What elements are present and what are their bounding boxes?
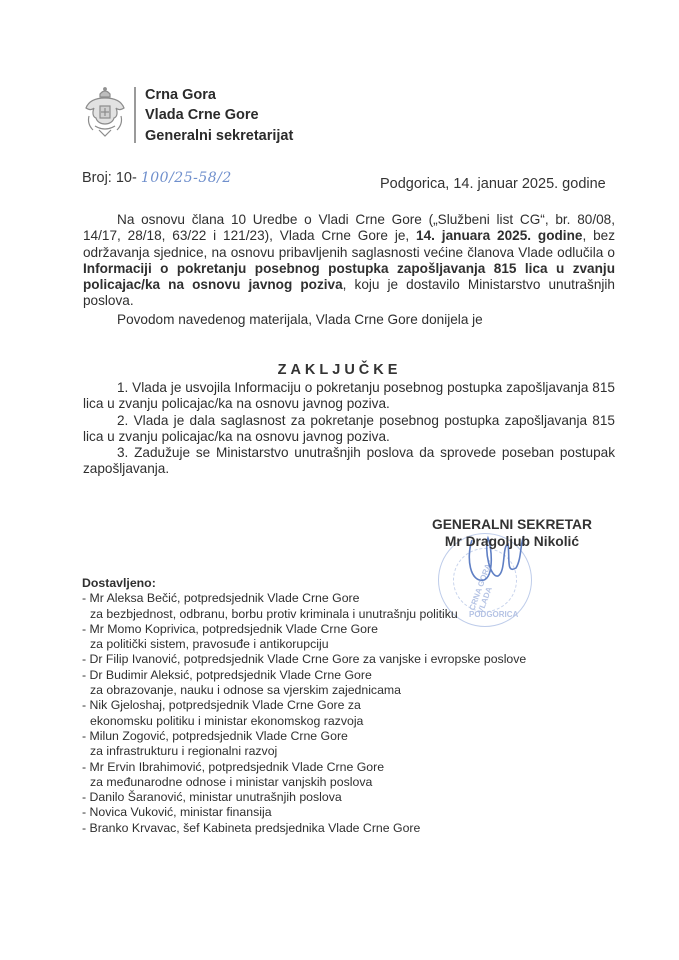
distribution-line: - Nik Gjeloshaj, potpredsjednik Vlade Crne Gore za [82, 698, 361, 713]
distribution-line: - Mr Aleksa Bečić, potpredsjednik Vlade Crne Gore [82, 591, 360, 606]
distribution-line: - Dr Budimir Aleksić, potpredsjednik Vlade Crne Gore [82, 667, 372, 682]
document-number-label: Broj: 10- [82, 170, 137, 186]
adoption-text: Povodom navedenog materijala, Vlada Crne Gore donijela je [117, 312, 483, 327]
intro-paragraph [83, 212, 615, 310]
distribution-line: - Branko Krvavac, šef Kabineta predsjednika Vlade Crne Gore [82, 820, 421, 835]
distribution-line: za međunarodne odnose i ministar vanjskih poslova [90, 774, 373, 789]
distribution-line: za infrastrukturu i regionalni razvoj [90, 744, 278, 759]
distribution-line: ekonomsku politiku i ministar ekonomskog razvoja [90, 713, 364, 728]
distribution-list [82, 576, 526, 836]
distribution-line: - Danilo Šaranović, ministar unutrašnjih poslova [82, 790, 342, 805]
adoption-paragraph [83, 312, 615, 328]
conclusion-text: 3. Zadužuje se Ministarstvo unutrašnjih poslova da sprovede poseban postupak zapošljavanja. [83, 445, 615, 477]
document-number-handwritten: 100/25-58/2 [140, 170, 232, 186]
signatory-name: Mr Dragoljub Nikolić [444, 534, 580, 549]
org-country: Crna Gora [145, 87, 216, 103]
intro-text-c: , koju je dostavilo Ministarstvo unutrašnjih poslova. [83, 277, 615, 309]
conclusion-text: 1. Vlada je usvojila Informaciju o pokretanju posebnog postupka zapošljavanja 815 lica u zvanju policajac/ka na osnovu javnog poziva. [83, 380, 615, 412]
document-number [82, 170, 232, 186]
conclusion-item [83, 380, 615, 413]
conclusions-list [83, 380, 615, 478]
distribution-line: - Mr Ervin Ibrahimović, potpredsjednik Vlade Crne Gore [82, 759, 385, 774]
conclusion-text: 2. Vlada je dala saglasnost za pokretanje posebnog postupka zapošljavanja 815 lica u zvanju policajac/ka na osnovu javnog poziva. [83, 412, 615, 444]
conclusions-heading: ZAKLJUČKE [277, 362, 402, 378]
signatory-title: GENERALNI SEKRETAR [432, 517, 592, 532]
distribution-line: - Dr Filip Ivanović, potpredsjednik Vlade Crne Gore za vanjske i evropske poslove [82, 652, 527, 667]
conclusion-item [83, 413, 615, 446]
distribution-title: Dostavljeno: [82, 576, 156, 590]
montenegro-coat-of-arms-icon [83, 86, 127, 138]
distribution-line: za politički sistem, pravosuđe i antikorupciju [90, 637, 329, 652]
signatory-block [432, 516, 592, 550]
distribution-line: - Novica Vuković, ministar finansija [82, 805, 272, 820]
intro-text-a: Na osnovu člana 10 Uredbe o Vladi Crne Gore („Službeni list CG“, br. 80/08, 14/17, 28/18, 63/22 i 121/23), Vlada Crne Gore je, [83, 212, 615, 244]
header-divider [134, 87, 136, 143]
distribution-line: - Milun Zogović, potpredsjednik Vlade Crne Gore [82, 728, 348, 743]
place-date: Podgorica, 14. januar 2025. godine [380, 176, 606, 192]
intro-subject-bold: Informaciji o pokretanju posebnog postupka zapošljavanja 815 lica u zvanju policajac/ka na osnovu javnog poziva [83, 260, 615, 293]
stamp-bottom-text: PODGORICA [469, 610, 519, 619]
conclusion-item [83, 445, 615, 478]
org-government: Vlada Crne Gore [145, 107, 259, 123]
distribution-line: - Mr Momo Koprivica, potpredsjednik Vlade Crne Gore [82, 621, 378, 636]
intro-date-bold: 14. januara 2025. godine [416, 228, 583, 244]
distribution-line: za obrazovanje, nauku i odnose sa vjerskim zajednicama [90, 683, 402, 698]
distribution-line: za bezbjednost, odbranu, borbu protiv kriminala i unutrašnju politiku [90, 606, 458, 621]
intro-text-b: , bez održavanja sjednice, na osnovu pribavljenih saglasnosti većine članova Vlade odlučila o [83, 228, 616, 260]
org-secretariat: Generalni sekretarijat [145, 128, 294, 144]
stamp-top-text: CRNA GORA · VLADA [467, 558, 495, 615]
